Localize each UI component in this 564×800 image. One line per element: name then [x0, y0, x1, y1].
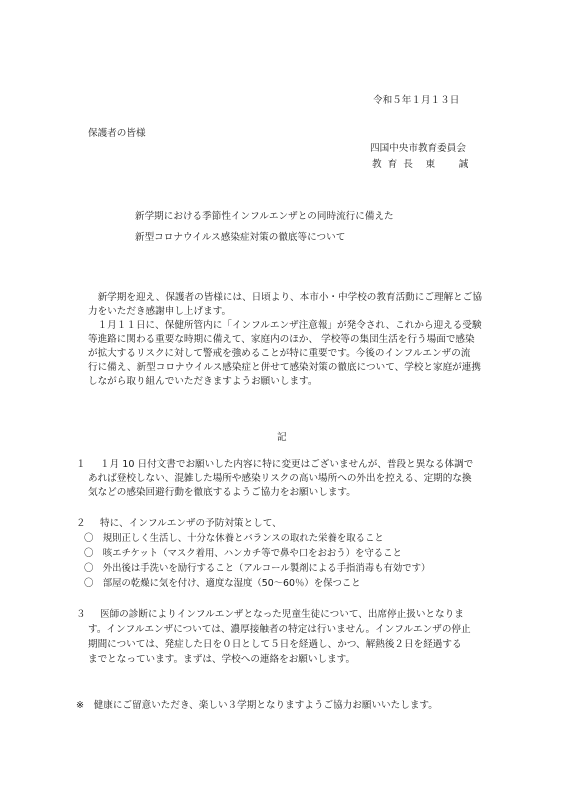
- section-2-heading: 特に、インフルエンザの予防対策として、: [100, 518, 282, 529]
- section-1-line: あれば登校しない、混雑した場所や感染リスクの高い場所への外出を控える、定期的な換: [88, 473, 472, 484]
- intro-line: 新学期を迎え、保護者の皆様には、日頃より、本市小・中学校の教育活動にご理解とご協: [88, 292, 482, 303]
- section-3-line: までとなっています。まずは、学校への連絡をお願いします。: [88, 654, 356, 665]
- issuer-organization: 四国中央市教育委員会: [370, 143, 466, 154]
- prevention-item: 〇 外出後は手洗いを励行すること（アルコール製剤による手指消毒も有効です）: [84, 563, 431, 574]
- document-date: 令和５年１月１３日: [373, 95, 460, 106]
- section-3-line: 医師の診断によりインフルエンザとなった児童生徒について、出席停止扱いとなりま: [100, 609, 464, 620]
- intro-line: 行に備え、新型コロナウイルス感染症と併せて感染対策の徹底について、学校と家庭が連携: [88, 362, 481, 373]
- issuer-name: 教 育 長 東 誠: [372, 159, 470, 170]
- intro-line: １月１１日に、保健所管内に「インフルエンザ注意報」が発令され、これから迎える受験: [88, 320, 482, 331]
- section-1-line: 気などの感染回避行動を徹底するようご協力をお願いします。: [88, 487, 356, 498]
- addressee: 保護者の皆様: [88, 128, 146, 139]
- section-3-line: す。インフルエンザについては、濃厚接触者の特定は行いません。インフルエンザの停止: [88, 624, 471, 635]
- intro-line: 等進路に関わる重要な時期に備えて、家庭内のほか、 学校等の集団生活を行う場面で感染: [88, 334, 475, 345]
- prevention-item: 〇 規則正しく生活し、十分な休養とバランスの取れた栄養を取ること: [84, 533, 384, 544]
- intro-line: しながら取り組んでいただきますようお願いします。: [88, 376, 318, 387]
- closing-note: ※ 健康にご留意いただき、楽しい３学期となりますようご協力お願いいたします。: [76, 700, 438, 711]
- section-3-number: ３: [76, 609, 86, 620]
- ki-heading: 記: [277, 432, 287, 443]
- prevention-item: 〇 咳エチケット（マスク着用、ハンカチ等で鼻や口をおおう）を守ること: [84, 548, 402, 559]
- section-1-line: １月 10 日付文書でお願いした内容に特に変更はございませんが、普段と異なる体調で: [100, 459, 474, 470]
- title-line-1: 新学期における季節性インフルエンザとの同時流行に備えた: [135, 211, 394, 222]
- intro-line: が拡大するリスクに対して警戒を強めることが特に重要です。今後のインフルエンザの流: [88, 348, 471, 359]
- prevention-item: 〇 部屋の乾燥に気を付け、適度な湿度（50～60％）を保つこと: [84, 578, 361, 589]
- section-1-number: １: [76, 459, 86, 470]
- section-2-number: ２: [76, 518, 86, 529]
- intro-line: 力をいただき感謝申し上げます。: [88, 306, 232, 317]
- title-line-2: 新型コロナウイルス感染症対策の徹底等について: [135, 232, 346, 243]
- section-3-line: 期間については、発症した日を０日として５日を経過し、かつ、解熱後２日を経過する: [88, 639, 462, 650]
